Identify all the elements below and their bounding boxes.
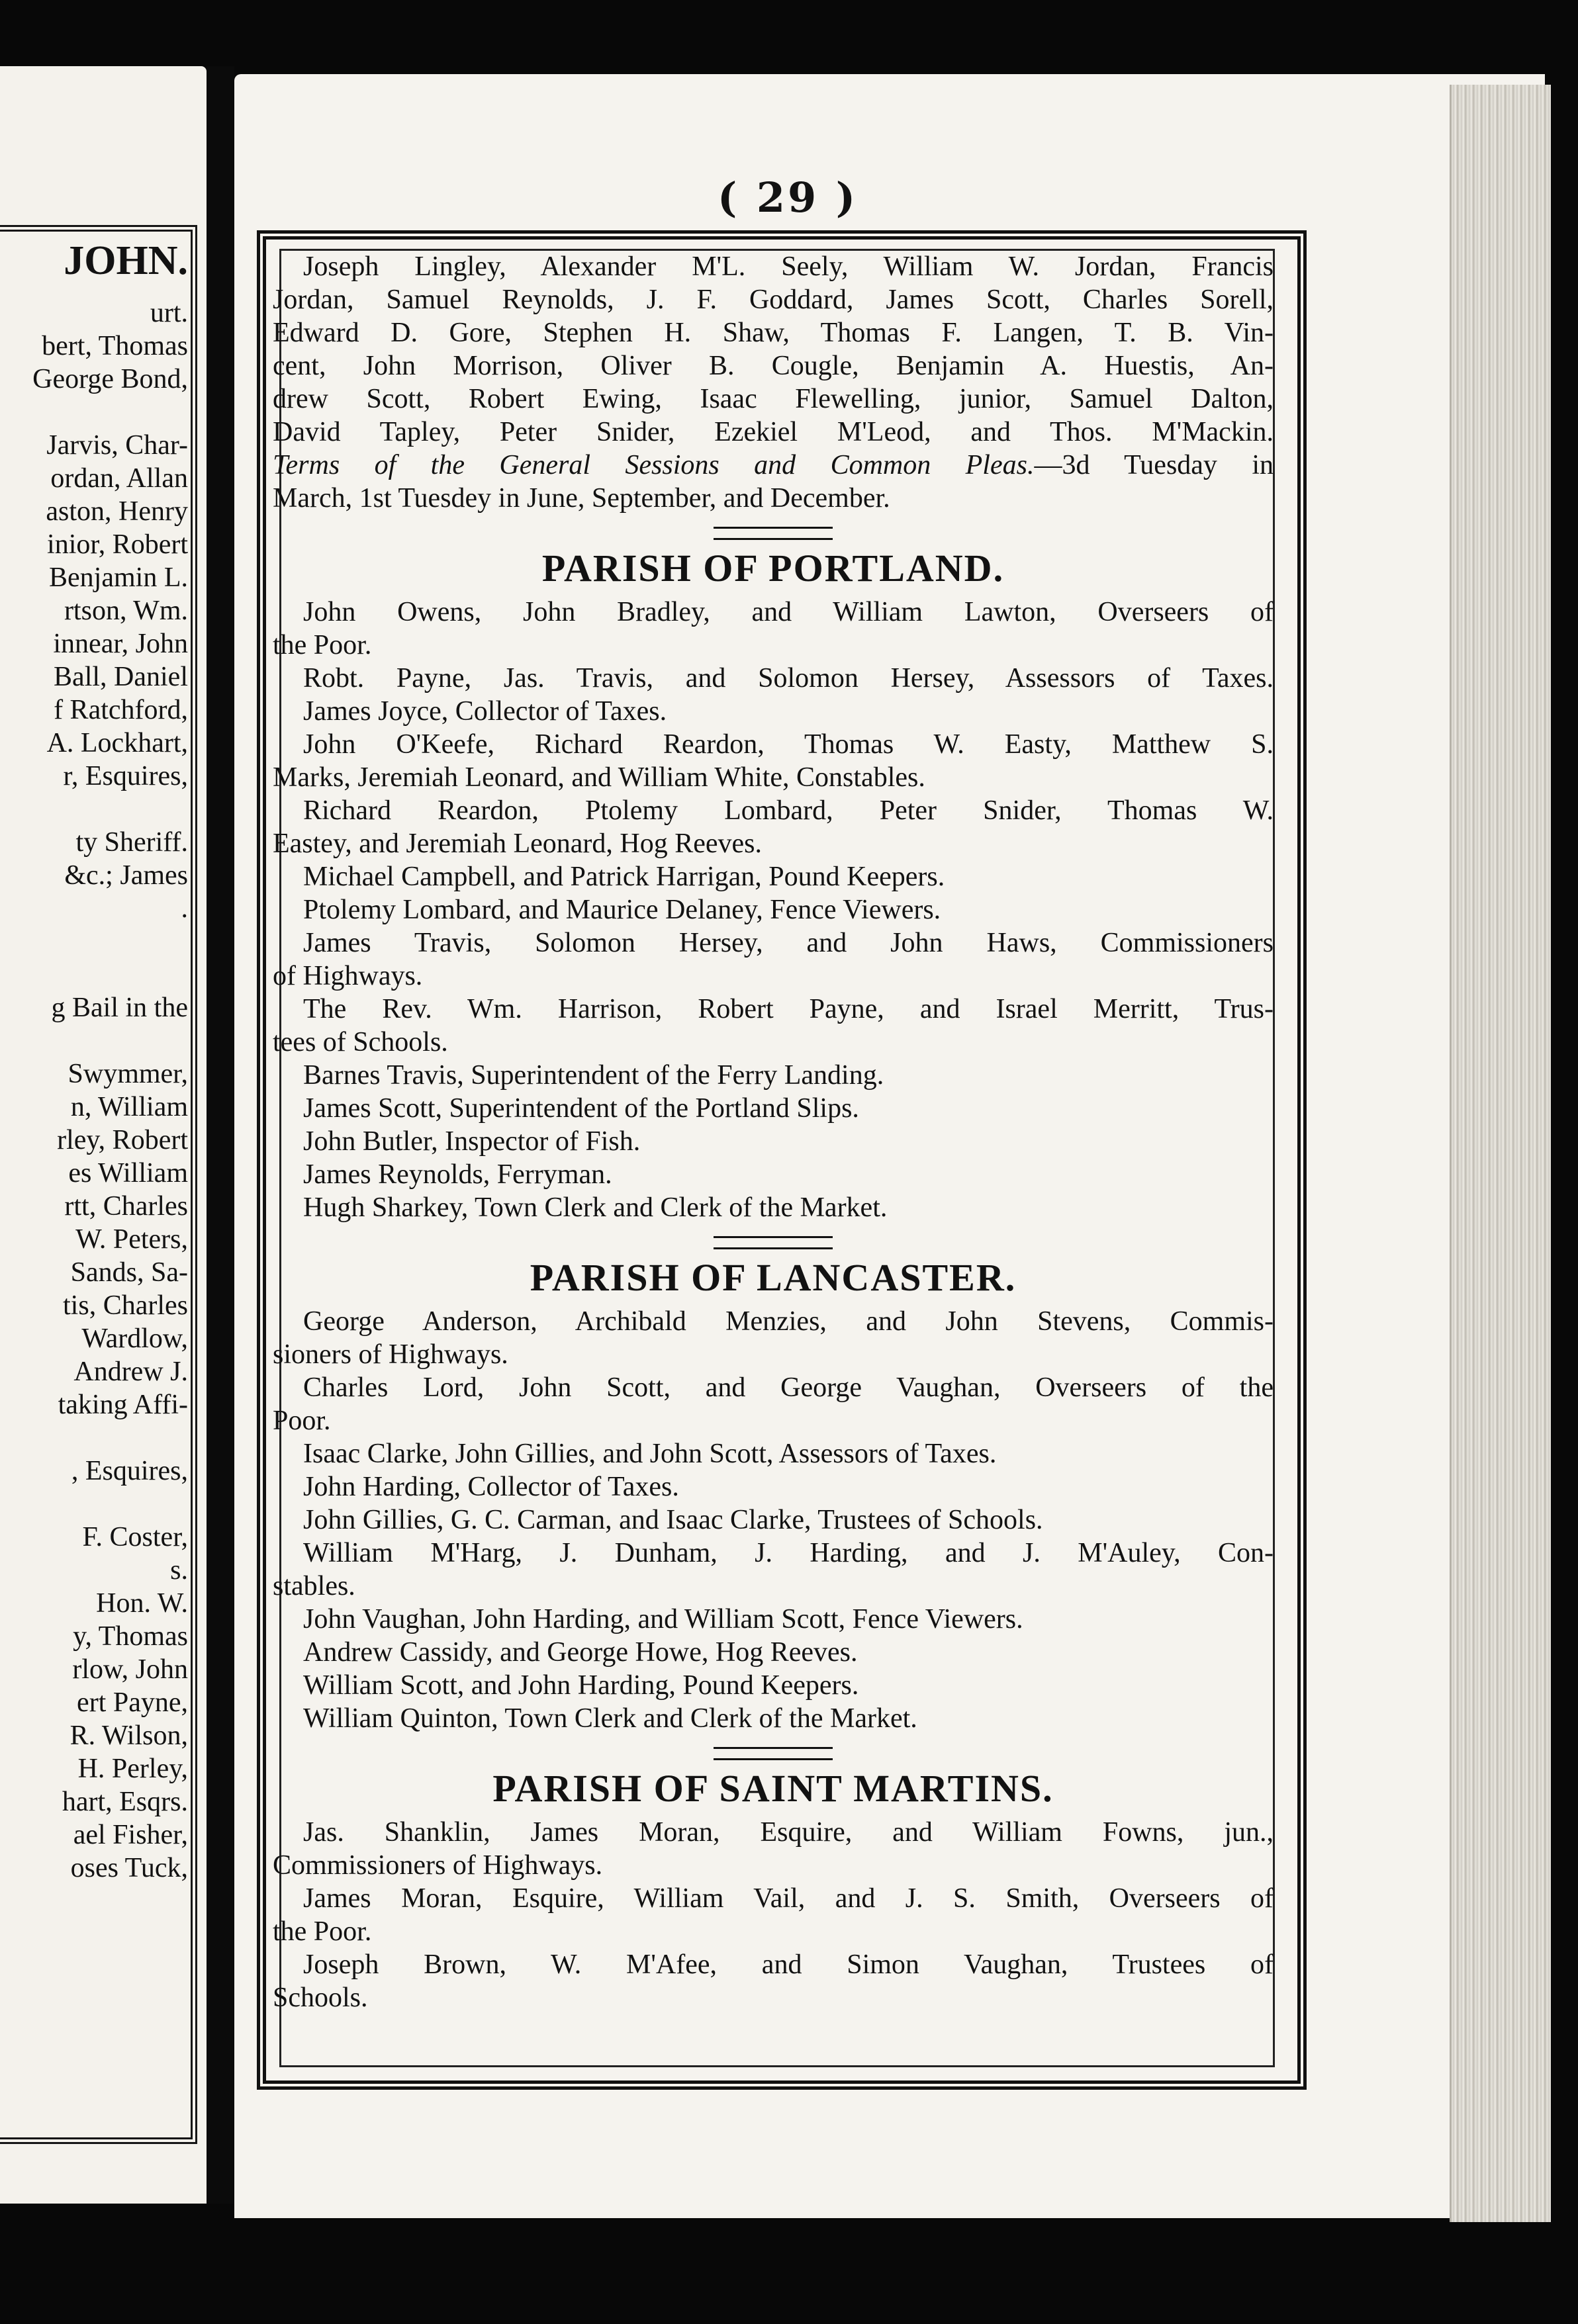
left-page-line: &c.; James [64,860,188,891]
entry-line: Robt. Payne, Jas. Travis, and Solomon Hersey, Assessors of Taxes. [303,663,1274,693]
section-title: PARISH OF SAINT MARTINS. [492,1767,1054,1810]
left-page-line: Jarvis, Char- [46,430,188,461]
left-page-line: taking Affi- [58,1390,188,1420]
entry-line: Ptolemy Lombard, and Maurice Delaney, Fence Viewers. [303,895,941,925]
intro-line: cent, John Morrison, Oliver B. Cougle, Benjamin A. Huestis, An- [273,351,1274,381]
left-page-line: ael Fisher, [73,1820,188,1850]
left-page-line [0,793,188,826]
page-edge [1450,85,1551,2222]
section-divider [714,1747,833,1760]
left-page-line: es William [68,1158,188,1188]
terms-line [273,449,1274,482]
entry-line: Commissioners of Highways. [273,1850,603,1881]
left-page-line: bert, Thomas [42,331,188,361]
left-page-line: rtt, Charles [64,1191,188,1222]
left-page-line: Sands, Sa- [70,1257,188,1288]
left-page-line: hart, Esqrs. [62,1787,188,1817]
left-page-line: inior, Robert [47,529,188,560]
left-page-line [0,958,188,991]
section-divider [714,527,833,540]
entry-line: Schools. [273,1983,368,2013]
left-page-line: H. Perley, [77,1754,188,1784]
terms-line-2: March, 1st Tuesdey in June, September, and December. [273,483,890,514]
left-page-line [0,1024,188,1057]
left-page-line: Wardlow, [81,1323,188,1354]
entry-line: Marks, Jeremiah Leonard, and William White, Constables. [273,762,925,793]
entry-line: John Owens, John Bradley, and William Lawton, Overseers of [303,597,1274,627]
intro-line: Joseph Lingley, Alexander M'L. Seely, William W. Jordan, Francis [303,251,1274,282]
entry-line: John Butler, Inspector of Fish. [303,1126,641,1157]
entry-line: Charles Lord, John Scott, and George Vaughan, Overseers of the [303,1372,1274,1403]
left-page-line: g Bail in the [51,993,188,1023]
book-gutter [207,66,234,2204]
entry-line: of Highways. [273,961,423,991]
left-page-line: r, Esquires, [63,761,188,791]
left-page-line: innear, John [53,629,188,659]
section-title: PARISH OF PORTLAND. [541,547,1005,590]
entry-line: George Anderson, Archibald Menzies, and John Stevens, Commis- [303,1306,1274,1337]
left-page-line [0,1488,188,1521]
entry-line: James Scott, Superintendent of the Portland Slips. [303,1093,859,1124]
entry-line: James Moran, Esquire, William Vail, and J. S. Smith, Overseers of [303,1883,1274,1914]
left-page-line [0,1421,188,1454]
entry-line: William M'Harg, J. Dunham, J. Harding, and J. M'Auley, Con- [303,1538,1274,1568]
left-page-line: oses Tuck, [70,1853,188,1883]
left-page [0,66,207,2204]
entry-line: Barnes Travis, Superintendent of the Ferry Landing. [303,1060,884,1091]
left-page-line: Benjamin L. [49,562,188,593]
intro-line: Jordan, Samuel Reynolds, J. F. Goddard, James Scott, Charles Sorell, [273,285,1274,315]
left-page-line: Hon. W. [96,1588,188,1619]
left-page-line: F. Coster, [82,1522,188,1552]
entry-line: Hugh Sharkey, Town Clerk and Clerk of the Market. [303,1192,888,1223]
intro-paragraph [273,250,1274,449]
left-page-line [0,396,188,429]
entry-line: sioners of Highways. [273,1339,508,1370]
left-page-line: rtson, Wm. [64,596,188,626]
entry-line: John Harding, Collector of Taxes. [303,1472,679,1502]
entry-line: Michael Campbell, and Patrick Harrigan, Pound Keepers. [303,862,945,892]
left-page-line: Ball, Daniel [54,662,188,692]
left-page-line: R. Wilson, [70,1721,188,1751]
entry-line: James Reynolds, Ferryman. [303,1159,612,1190]
page-content [273,250,1274,2014]
terms-label: Terms of the General Sessions and Common Pleas. [273,450,1035,480]
left-page-text [0,233,188,1885]
entry-line: tees of Schools. [273,1027,448,1057]
entry-line: the Poor. [273,1916,372,1947]
entry-line: William Scott, and John Harding, Pound Keepers. [303,1670,859,1701]
left-page-line: Andrew J. [73,1357,188,1387]
left-page-line: s. [170,1555,188,1586]
left-page-line: ert Payne, [77,1687,188,1718]
entry-line: Poor. [273,1406,331,1436]
entry-line: Andrew Cassidy, and George Howe, Hog Reeves. [303,1637,858,1668]
entry-line: Jas. Shanklin, James Moran, Esquire, and William Fowns, jun., [303,1817,1274,1848]
entry-line: William Quinton, Town Clerk and Clerk of the Market. [303,1703,917,1734]
left-page-line: rley, Robert [57,1125,188,1155]
left-page-heading: JOHN. [64,238,188,283]
left-page-line [0,925,188,958]
entry-line: John Gillies, G. C. Carman, and Isaac Clarke, Trustees of Schools. [303,1505,1043,1535]
page-number: ( 29 ) [717,173,859,222]
left-page-line: rlow, John [72,1654,188,1685]
intro-line: drew Scott, Robert Ewing, Isaac Flewelling, junior, Samuel Dalton, [273,384,1274,414]
left-page-line: George Bond, [32,364,188,394]
entry-line: the Poor. [273,630,372,660]
left-page-line: ordan, Allan [50,463,188,494]
entry-line: John O'Keefe, Richard Reardon, Thomas W. Easty, Matthew S. [303,729,1274,760]
left-page-line: f Ratchford, [54,695,188,725]
left-page-line: A. Lockhart, [46,728,188,758]
entry-line: Eastey, and Jeremiah Leonard, Hog Reeves. [273,828,762,859]
left-page-line: tis, Charles [63,1290,188,1321]
left-page-line: Swymmer, [68,1059,188,1089]
entry-line: Joseph Brown, W. M'Afee, and Simon Vaughan, Trustees of [303,1949,1274,1980]
left-page-line: n, William [70,1092,188,1122]
entry-line: James Travis, Solomon Hersey, and John Haws, Commissioners [303,928,1274,958]
terms-rest: —3d Tuesday in [1034,450,1274,480]
left-page-line: ty Sheriff. [75,827,188,858]
entry-line: Richard Reardon, Ptolemy Lombard, Peter Snider, Thomas W. [303,795,1274,826]
intro-line: David Tapley, Peter Snider, Ezekiel M'Leod, and Thos. M'Mackin. [273,417,1274,447]
entry-line: The Rev. Wm. Harrison, Robert Payne, and Israel Merritt, Trus- [303,994,1274,1024]
left-page-line: , Esquires, [71,1456,188,1486]
left-page-line: W. Peters, [75,1224,188,1255]
section-divider [714,1236,833,1249]
left-page-line: . [181,893,188,924]
intro-line: Edward D. Gore, Stephen H. Shaw, Thomas F. Langen, T. B. Vin- [273,318,1274,348]
left-page-line: aston, Henry [46,496,188,527]
entry-line: John Vaughan, John Harding, and William Scott, Fence Viewers. [303,1604,1023,1634]
sections [273,527,1274,2014]
section-title: PARISH OF LANCASTER. [530,1256,1017,1299]
left-page-line: y, Thomas [73,1621,188,1652]
left-page-line: urt. [150,298,188,328]
entry-line: Isaac Clarke, John Gillies, and John Scott, Assessors of Taxes. [303,1439,997,1469]
entry-line: stables. [273,1571,355,1601]
entry-line: James Joyce, Collector of Taxes. [303,696,667,727]
